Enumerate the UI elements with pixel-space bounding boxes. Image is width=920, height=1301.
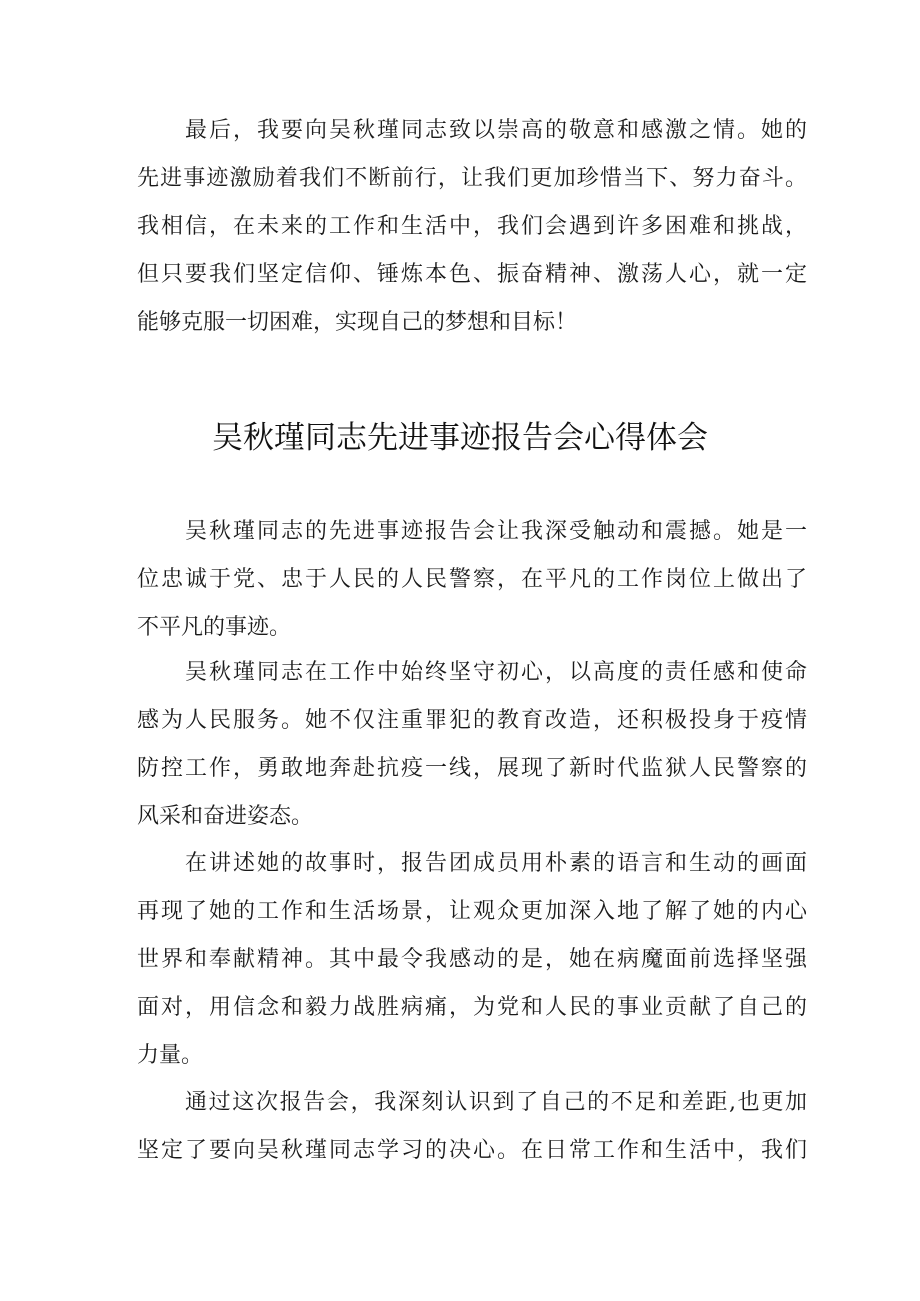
intro-line: 最后，我要向吴秋瑾同志致以崇高的敬意和感激之情。她的	[185, 118, 807, 143]
paragraph-line: 面对，用信念和毅力战胜病痛，为党和人民的事业贡献了自己的	[137, 995, 807, 1020]
paragraph-line: 通过这次报告会，我深刻认识到了自己的不足和差距,也更加	[185, 1090, 807, 1115]
paragraph-line: 世界和奉献精神。其中最令我感动的是，她在病魔面前选择坚强	[137, 947, 807, 972]
intro-line: 能够克服一切困难，实现自己的梦想和目标！	[137, 310, 578, 335]
paragraph-line: 再现了她的工作和生活场景，让观众更加深入地了解了她的内心	[137, 899, 807, 924]
paragraph-line: 力量。	[137, 1043, 204, 1068]
paragraph-line: 在讲述她的故事时，报告团成员用朴素的语言和生动的画面	[185, 851, 807, 876]
intro-line: 我相信，在未来的工作和生活中，我们会遇到许多困难和挑战，	[137, 214, 807, 239]
intro-line: 但只要我们坚定信仰、锤炼本色、振奋精神、激荡人心，就一定	[137, 262, 807, 287]
paragraph-line: 坚定了要向吴秋瑾同志学习的决心。在日常工作和生活中，我们	[137, 1138, 807, 1163]
paragraph-line: 防控工作，勇敢地奔赴抗疫一线，展现了新时代监狱人民警察的	[137, 756, 807, 781]
paragraph-line: 位忠诚于党、忠于人民的人民警察，在平凡的工作岗位上做出了	[137, 567, 807, 592]
paragraph-line: 吴秋瑾同志的先进事迹报告会让我深受触动和震撼。她是一	[185, 519, 807, 544]
intro-line: 先进事迹激励着我们不断前行，让我们更加珍惜当下、努力奋斗。	[137, 166, 807, 191]
paragraph-line: 不平凡的事迹。	[137, 615, 292, 640]
document-title: 吴秋瑾同志先进事迹报告会心得体会	[212, 420, 708, 456]
paragraph-line: 吴秋瑾同志在工作中始终坚守初心，以高度的责任感和使命	[185, 660, 807, 685]
paragraph-line: 风采和奋进姿态。	[137, 804, 314, 829]
paragraph-line: 感为人民服务。她不仅注重罪犯的教育改造，还积极投身于疫情	[137, 708, 807, 733]
